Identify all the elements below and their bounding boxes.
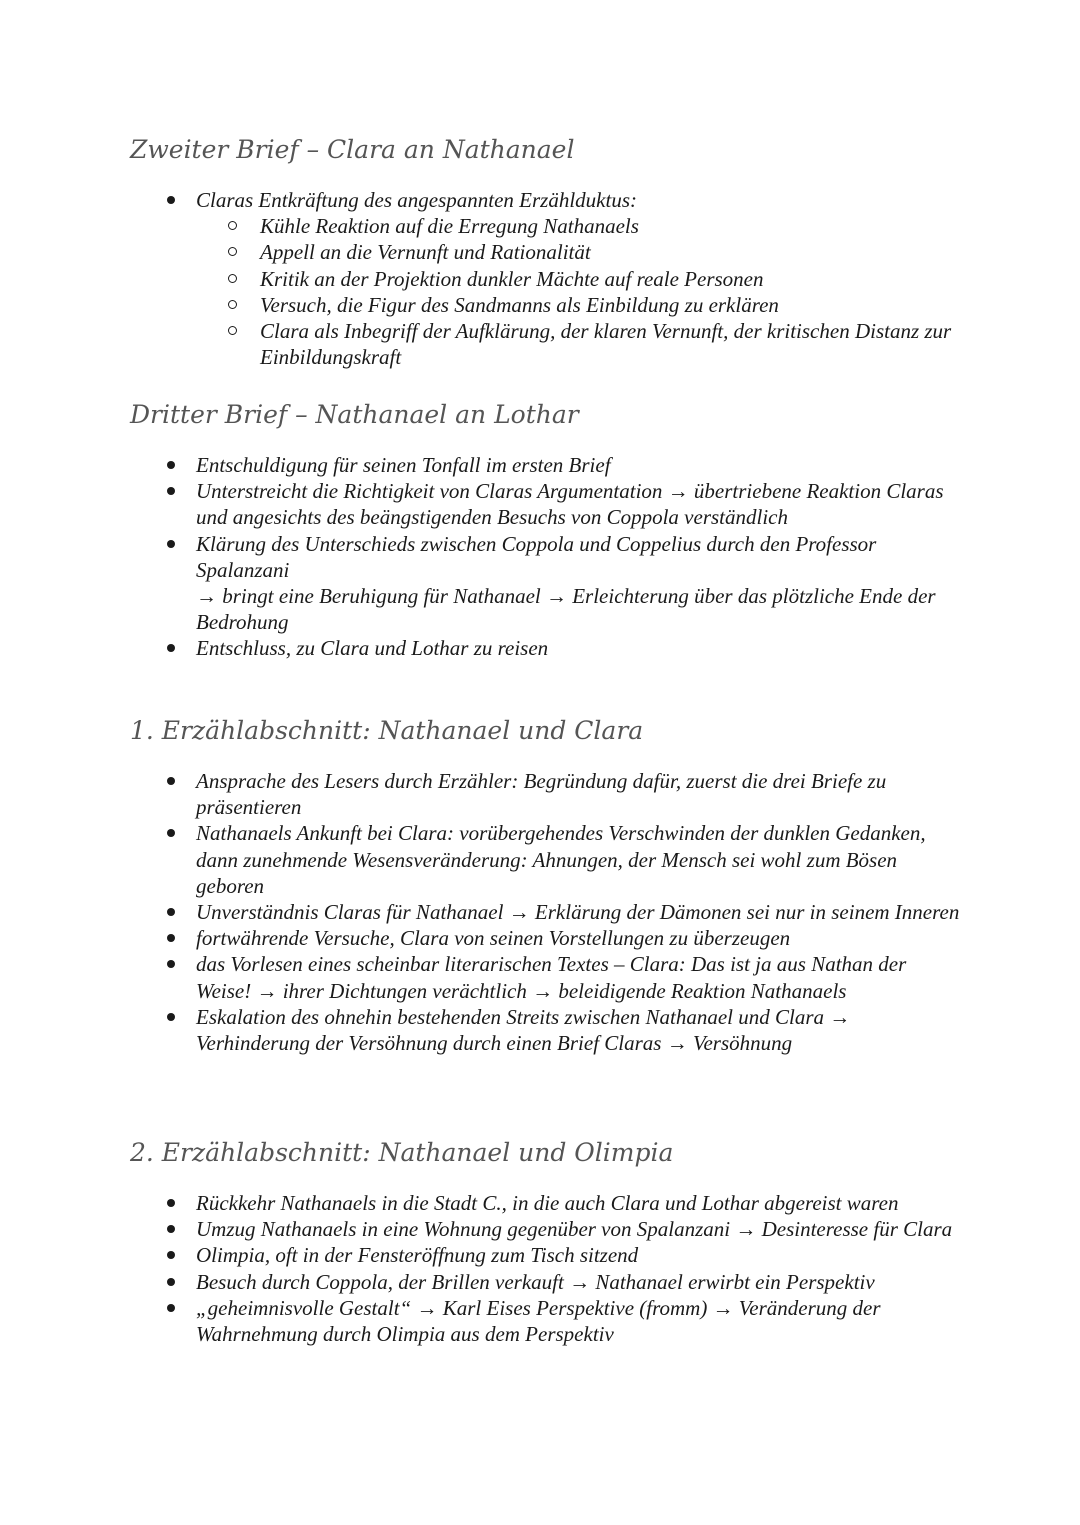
bullet-icon xyxy=(167,461,175,469)
list-item-text: Unverständnis Claras für Nathanael → Erklärung der Dämonen sei nur in seinem Inneren xyxy=(196,900,960,925)
list-item-text: fortwährende Versuche, Clara von seinen Vorstellungen zu überzeugen xyxy=(196,926,791,951)
sub-list-item xyxy=(196,213,960,239)
list-item-text: Ansprache des Lesers durch Erzähler: Begründung dafür, zuerst die drei Briefe zu präsentieren xyxy=(196,769,887,820)
list-item-text: Umzug Nathanaels in eine Wohnung gegenüber von Spalanzani → Desinteresse für Clara xyxy=(196,1217,953,1242)
circle-bullet-icon xyxy=(228,274,237,283)
list-item xyxy=(130,951,960,1003)
bullet-icon xyxy=(167,1304,175,1312)
list-item xyxy=(130,478,960,530)
list-item-text: Besuch durch Coppola, der Brillen verkauft → Nathanael erwirbt ein Perspektiv xyxy=(196,1269,875,1294)
bullet-icon xyxy=(167,1225,175,1233)
list-item-text: Eskalation des ohnehin bestehenden Streits zwischen Nathanael und Clara → Verhinderung der Versöhnung durch einen Brief Claras → Versöhnung xyxy=(196,1004,851,1056)
list-item-text: Unterstreicht die Richtigkeit von Claras Argumentation → übertriebene Reaktion Claras und angesichts des beängstigenden Besuchs von Coppola verständlich xyxy=(196,479,944,530)
bullet-list xyxy=(130,768,960,1056)
bullet-icon xyxy=(167,644,175,652)
sub-list-item-text: Versuch, die Figur des Sandmanns als Einbildung zu erklären xyxy=(260,292,779,317)
list-item xyxy=(130,1004,960,1056)
list-item xyxy=(130,531,960,636)
list-item-continuation: → bringt eine Beruhigung für Nathanael → Erleichterung über das plötzliche Ende der Bedrohung xyxy=(196,584,936,635)
list-item-text: Klärung des Unterschieds zwischen Coppola und Coppelius durch den Professor Spalanzani xyxy=(196,531,877,582)
sub-list-item-text: Appell an die Vernunft und Rationalität xyxy=(260,240,591,265)
circle-bullet-icon xyxy=(228,247,237,256)
bullet-icon xyxy=(167,540,175,548)
section-erzaehlabschnitt-2 xyxy=(130,1136,960,1347)
list-item-text: Entschuldigung für seinen Tonfall im ersten Brief xyxy=(196,453,611,477)
section-heading: Dritter Brief – Nathanael an Lothar xyxy=(130,400,579,429)
list-item xyxy=(130,452,960,478)
sub-list-item-text: Clara als Inbegriff der Aufklärung, der klaren Vernunft, der kritischen Distanz zur Einbildungskraft xyxy=(260,319,952,370)
sub-list-item xyxy=(196,266,960,292)
list-item xyxy=(130,820,960,899)
list-item-text: Entschluss, zu Clara und Lothar zu reisen xyxy=(196,636,549,661)
sub-list xyxy=(196,213,960,370)
list-item xyxy=(130,1216,960,1242)
bullet-icon xyxy=(167,777,175,785)
sub-list-item xyxy=(196,318,960,370)
list-item xyxy=(130,768,960,820)
sub-list-item-text: Kritik an der Projektion dunkler Mächte auf reale Personen xyxy=(260,266,764,291)
section-heading: 2. Erzählabschnitt: Nathanael und Olimpia xyxy=(130,1138,674,1167)
bullet-list xyxy=(130,187,960,370)
bullet-icon xyxy=(167,196,175,204)
bullet-icon xyxy=(167,1199,175,1207)
circle-bullet-icon xyxy=(228,300,237,309)
list-item xyxy=(130,187,960,370)
section-erzaehlabschnitt-1 xyxy=(130,714,960,1056)
sub-list-item xyxy=(196,292,960,318)
list-item xyxy=(130,635,960,661)
list-item-text: „geheimnisvolle Gestalt“ → Karl Eises Perspektive (fromm) → Veränderung der Wahrnehmung durch Olimpia aus dem Perspektiv xyxy=(196,1295,881,1347)
bullet-list xyxy=(130,452,960,662)
bullet-icon xyxy=(167,829,175,837)
list-item xyxy=(130,899,960,925)
list-item-text: Olimpia, oft in der Fensteröffnung zum Tisch sitzend xyxy=(196,1243,639,1268)
list-item-text: Rückkehr Nathanaels in die Stadt C., in die auch Clara und Lothar abgereist waren xyxy=(196,1191,899,1215)
bullet-icon xyxy=(167,1251,175,1259)
list-item xyxy=(130,1269,960,1295)
section-heading: Zweiter Brief – Clara an Nathanael xyxy=(130,135,575,164)
section-zweiter-brief xyxy=(130,133,960,370)
bullet-icon xyxy=(167,487,175,495)
list-item-text: Nathanaels Ankunft bei Clara: vorübergehendes Verschwinden der dunklen Gedanken, dann zunehmende Wesensveränderung: Ahnungen, der Mensch sei wohl zum Bösen geboren xyxy=(196,821,926,898)
list-item xyxy=(130,1190,960,1216)
list-item xyxy=(130,925,960,951)
sub-list-item-text: Kühle Reaktion auf die Erregung Nathanaels xyxy=(260,214,639,239)
list-item-text: Claras Entkräftung des angespannten Erzählduktus: xyxy=(196,188,637,212)
circle-bullet-icon xyxy=(228,326,237,335)
list-item xyxy=(130,1295,960,1347)
section-dritter-brief xyxy=(130,398,960,662)
bullet-icon xyxy=(167,1013,175,1021)
bullet-icon xyxy=(167,908,175,916)
list-item-text: das Vorlesen eines scheinbar literarischen Textes – Clara: Das ist ja aus Nathan der Weise! → ihrer Dichtungen verächtlich → beleidigende Reaktion Nathanaels xyxy=(196,952,907,1003)
bullet-icon xyxy=(167,960,175,968)
section-heading: 1. Erzählabschnitt: Nathanael und Clara xyxy=(130,716,644,745)
bullet-icon xyxy=(167,934,175,942)
circle-bullet-icon xyxy=(228,221,237,230)
sub-list-item xyxy=(196,239,960,265)
bullet-list xyxy=(130,1190,960,1347)
bullet-icon xyxy=(167,1278,175,1286)
list-item xyxy=(130,1242,960,1268)
